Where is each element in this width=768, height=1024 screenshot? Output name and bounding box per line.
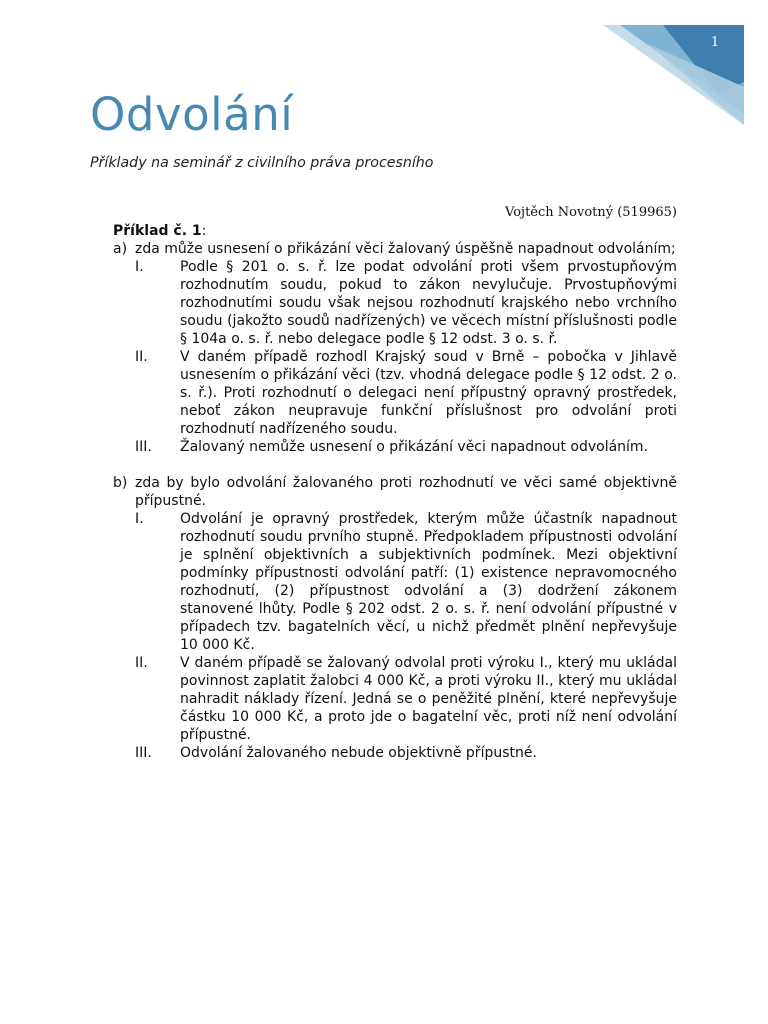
answer-item — [135, 348, 677, 438]
answer-text: Podle § 201 o. s. ř. lze podat odvolání proti všem prvostupňovým rozhodnutím soudu, pokud to zákon nevylučuje. Prvostupňovými rozhodnutími soudu však nejsou rozhodnutí krajského nebo vrchního soudu (jakožto soudů nadřízených) ve věcech místní příslušnosti podle § 104a o. s. ř. nebo delegace podle § 12 odst. 3 o. s. ř. — [180, 259, 677, 347]
answer-item — [135, 438, 677, 456]
question-b-answers — [113, 510, 677, 762]
answer-item — [135, 510, 677, 654]
answer-number: I. — [135, 259, 144, 275]
author-name: Vojtěch Novotný (519965) — [505, 205, 677, 220]
answer-number: II. — [135, 349, 148, 365]
answer-number: I. — [135, 511, 144, 527]
page-number: 1 — [710, 35, 720, 50]
answer-text: Žalovaný nemůže usnesení o přikázání věci napadnout odvoláním. — [180, 439, 649, 455]
document-title: Odvolání — [90, 88, 294, 141]
answer-item — [135, 654, 677, 744]
question-label: a) — [113, 241, 128, 257]
question-label: b) — [113, 475, 128, 491]
answer-item — [135, 258, 677, 348]
example-heading-suffix: : — [201, 223, 207, 239]
answer-text: V daném případě rozhodl Krajský soud v Brně – pobočka v Jihlavě usnesením o přikázání věci (tzv. vhodná delegace podle § 12 odst. 2 o. s. ř.). Proti rozhodnutí o delegaci není přípustný opravný prostředek, neboť zákon neupravuje funkční příslušnost pro odvolání proti rozhodnutí nadřízeného soudu. — [180, 349, 677, 437]
question-text: zda by bylo odvolání žalovaného proti rozhodnutí ve věci samé objektivně přípustné. — [135, 475, 677, 509]
answer-text: Odvolání je opravný prostředek, kterým může účastník napadnout rozhodnutí soudu prvního stupně. Předpokladem přípustnosti odvolání je splnění objektivních a subjektivních podmínek. Mezi objektivní podmínky přípustnosti odvolání patří: (1) existence nepravomocného rozhodnutí, (2) přípustnost odvolání a (3) dodržení zákonem stanovené lhůty. Podle § 202 odst. 2 o. s. ř. není odvolání přípustné v případech tzv. bagatelních věcí, u nichž předmět plnění nepřevyšuje 10 000 Kč. — [180, 511, 677, 653]
document-subtitle: Příklady na seminář z civilního práva procesního — [90, 155, 434, 171]
question-a — [113, 240, 677, 258]
answer-number: II. — [135, 655, 148, 671]
answer-text: Odvolání žalovaného nebude objektivně přípustné. — [180, 745, 537, 761]
question-a-answers — [113, 258, 677, 456]
answer-number: III. — [135, 439, 152, 455]
answer-item — [135, 744, 677, 762]
example-heading — [113, 222, 677, 240]
question-b — [113, 474, 677, 510]
example-heading-label: Příklad č. 1 — [113, 223, 202, 239]
answer-number: III. — [135, 745, 152, 761]
paragraph-spacer — [113, 456, 677, 474]
document-body — [113, 222, 677, 762]
question-text: zda může usnesení o přikázání věci žalovaný úspěšně napadnout odvoláním; — [135, 241, 676, 257]
answer-text: V daném případě se žalovaný odvolal proti výroku I., který mu ukládal povinnost zaplatit žalobci 4 000 Kč, a proti výroku II., který mu ukládal nahradit náklady řízení. Jedná se o peněžité plnění, které nepřevyšuje částku 10 000 Kč, a proto jde o bagatelní věc, proti níž není odvolání přípustné. — [180, 655, 677, 743]
